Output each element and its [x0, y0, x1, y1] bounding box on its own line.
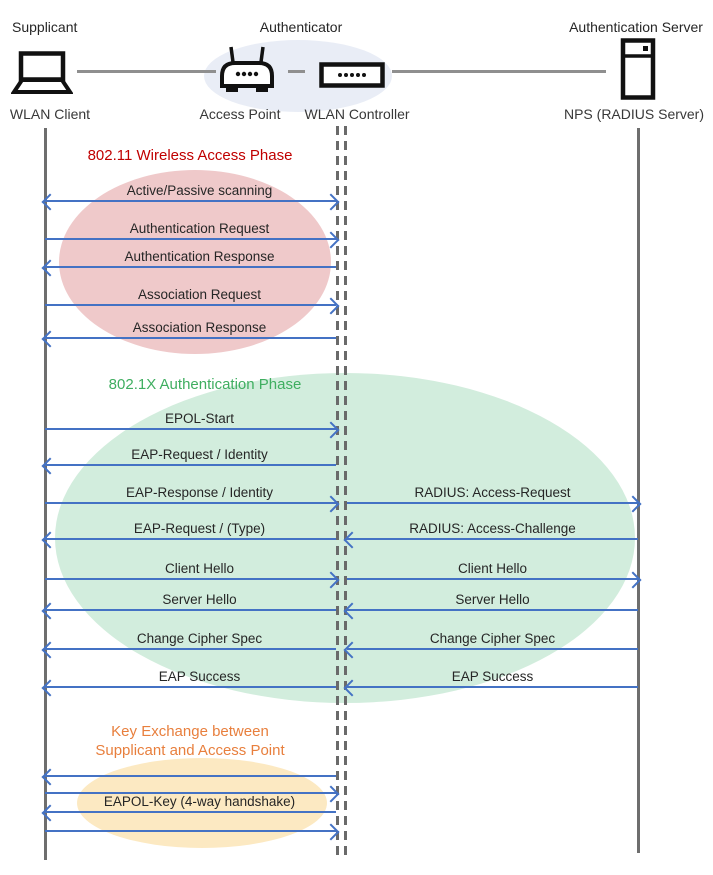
message-arrow — [45, 428, 336, 430]
message-label: EAP-Request / (Type) — [133, 521, 266, 536]
message-label: RADIUS: Access-Request — [414, 485, 571, 500]
role-authenticator: Authenticator — [259, 19, 343, 35]
message-arrow — [45, 578, 336, 580]
access-point-icon — [216, 45, 278, 95]
message-label: EAP-Request / Identity — [131, 447, 268, 462]
connector-line — [288, 70, 305, 73]
message-label: Change Cipher Spec — [136, 631, 263, 646]
message-label: Association Response — [132, 320, 267, 335]
message-arrow — [45, 538, 336, 540]
message-label: Authentication Request — [129, 221, 270, 236]
message-arrow — [347, 609, 638, 611]
message-arrow — [45, 464, 336, 466]
lifeline-authenticator-left — [336, 126, 339, 855]
message-label: EAP Success — [451, 669, 534, 684]
message-arrow — [347, 538, 638, 540]
wlan-controller-icon — [319, 62, 385, 88]
device-label-wlan-controller: WLAN Controller — [304, 106, 410, 122]
message-label: Client Hello — [164, 561, 235, 576]
phase3-title-line1: Key Exchange between — [111, 723, 269, 740]
server-icon — [620, 38, 656, 101]
message-arrow — [347, 648, 638, 650]
laptop-icon — [11, 51, 73, 96]
message-arrow — [45, 775, 336, 777]
message-arrow — [45, 266, 336, 268]
message-arrow — [45, 811, 336, 813]
device-label-access-point: Access Point — [199, 106, 281, 122]
message-label: Server Hello — [162, 592, 237, 607]
message-arrow — [45, 648, 336, 650]
message-arrow — [45, 502, 336, 504]
message-arrow — [45, 337, 336, 339]
phase1-title: 802.11 Wireless Access Phase — [87, 147, 293, 164]
message-label: EPOL-Start — [164, 411, 235, 426]
message-label: EAPOL-Key (4-way handshake) — [103, 794, 296, 809]
message-label: EAP Success — [158, 669, 241, 684]
message-label: Active/Passive scanning — [126, 183, 273, 198]
message-label: Client Hello — [457, 561, 528, 576]
message-arrow — [347, 578, 638, 580]
message-label: Server Hello — [455, 592, 530, 607]
lifeline-authenticator-right — [344, 126, 347, 855]
device-label-wlan-client: WLAN Client — [9, 106, 91, 122]
message-arrow — [45, 609, 336, 611]
connector-line — [77, 70, 216, 73]
message-label: Authentication Response — [124, 249, 275, 264]
message-arrow — [347, 502, 638, 504]
role-supplicant: Supplicant — [12, 19, 78, 35]
message-label: RADIUS: Access-Challenge — [409, 521, 576, 536]
connector-line — [392, 70, 606, 73]
message-arrow — [45, 830, 336, 832]
phase2-title: 802.1X Authentication Phase — [108, 376, 302, 393]
phase3-title-line2: Supplicant and Access Point — [95, 742, 285, 759]
message-arrow — [347, 686, 638, 688]
role-authentication-server: Authentication Server — [569, 19, 703, 35]
device-label-nps-server: NPS (RADIUS Server) — [563, 106, 705, 122]
message-arrow — [45, 238, 336, 240]
message-arrow — [45, 686, 336, 688]
message-arrow — [45, 304, 336, 306]
message-label: Change Cipher Spec — [429, 631, 556, 646]
lifeline-auth-server — [637, 128, 640, 853]
message-label: EAP-Response / Identity — [125, 485, 274, 500]
message-label: Association Request — [137, 287, 262, 302]
phase3-title — [95, 722, 284, 760]
message-arrow — [45, 200, 336, 202]
